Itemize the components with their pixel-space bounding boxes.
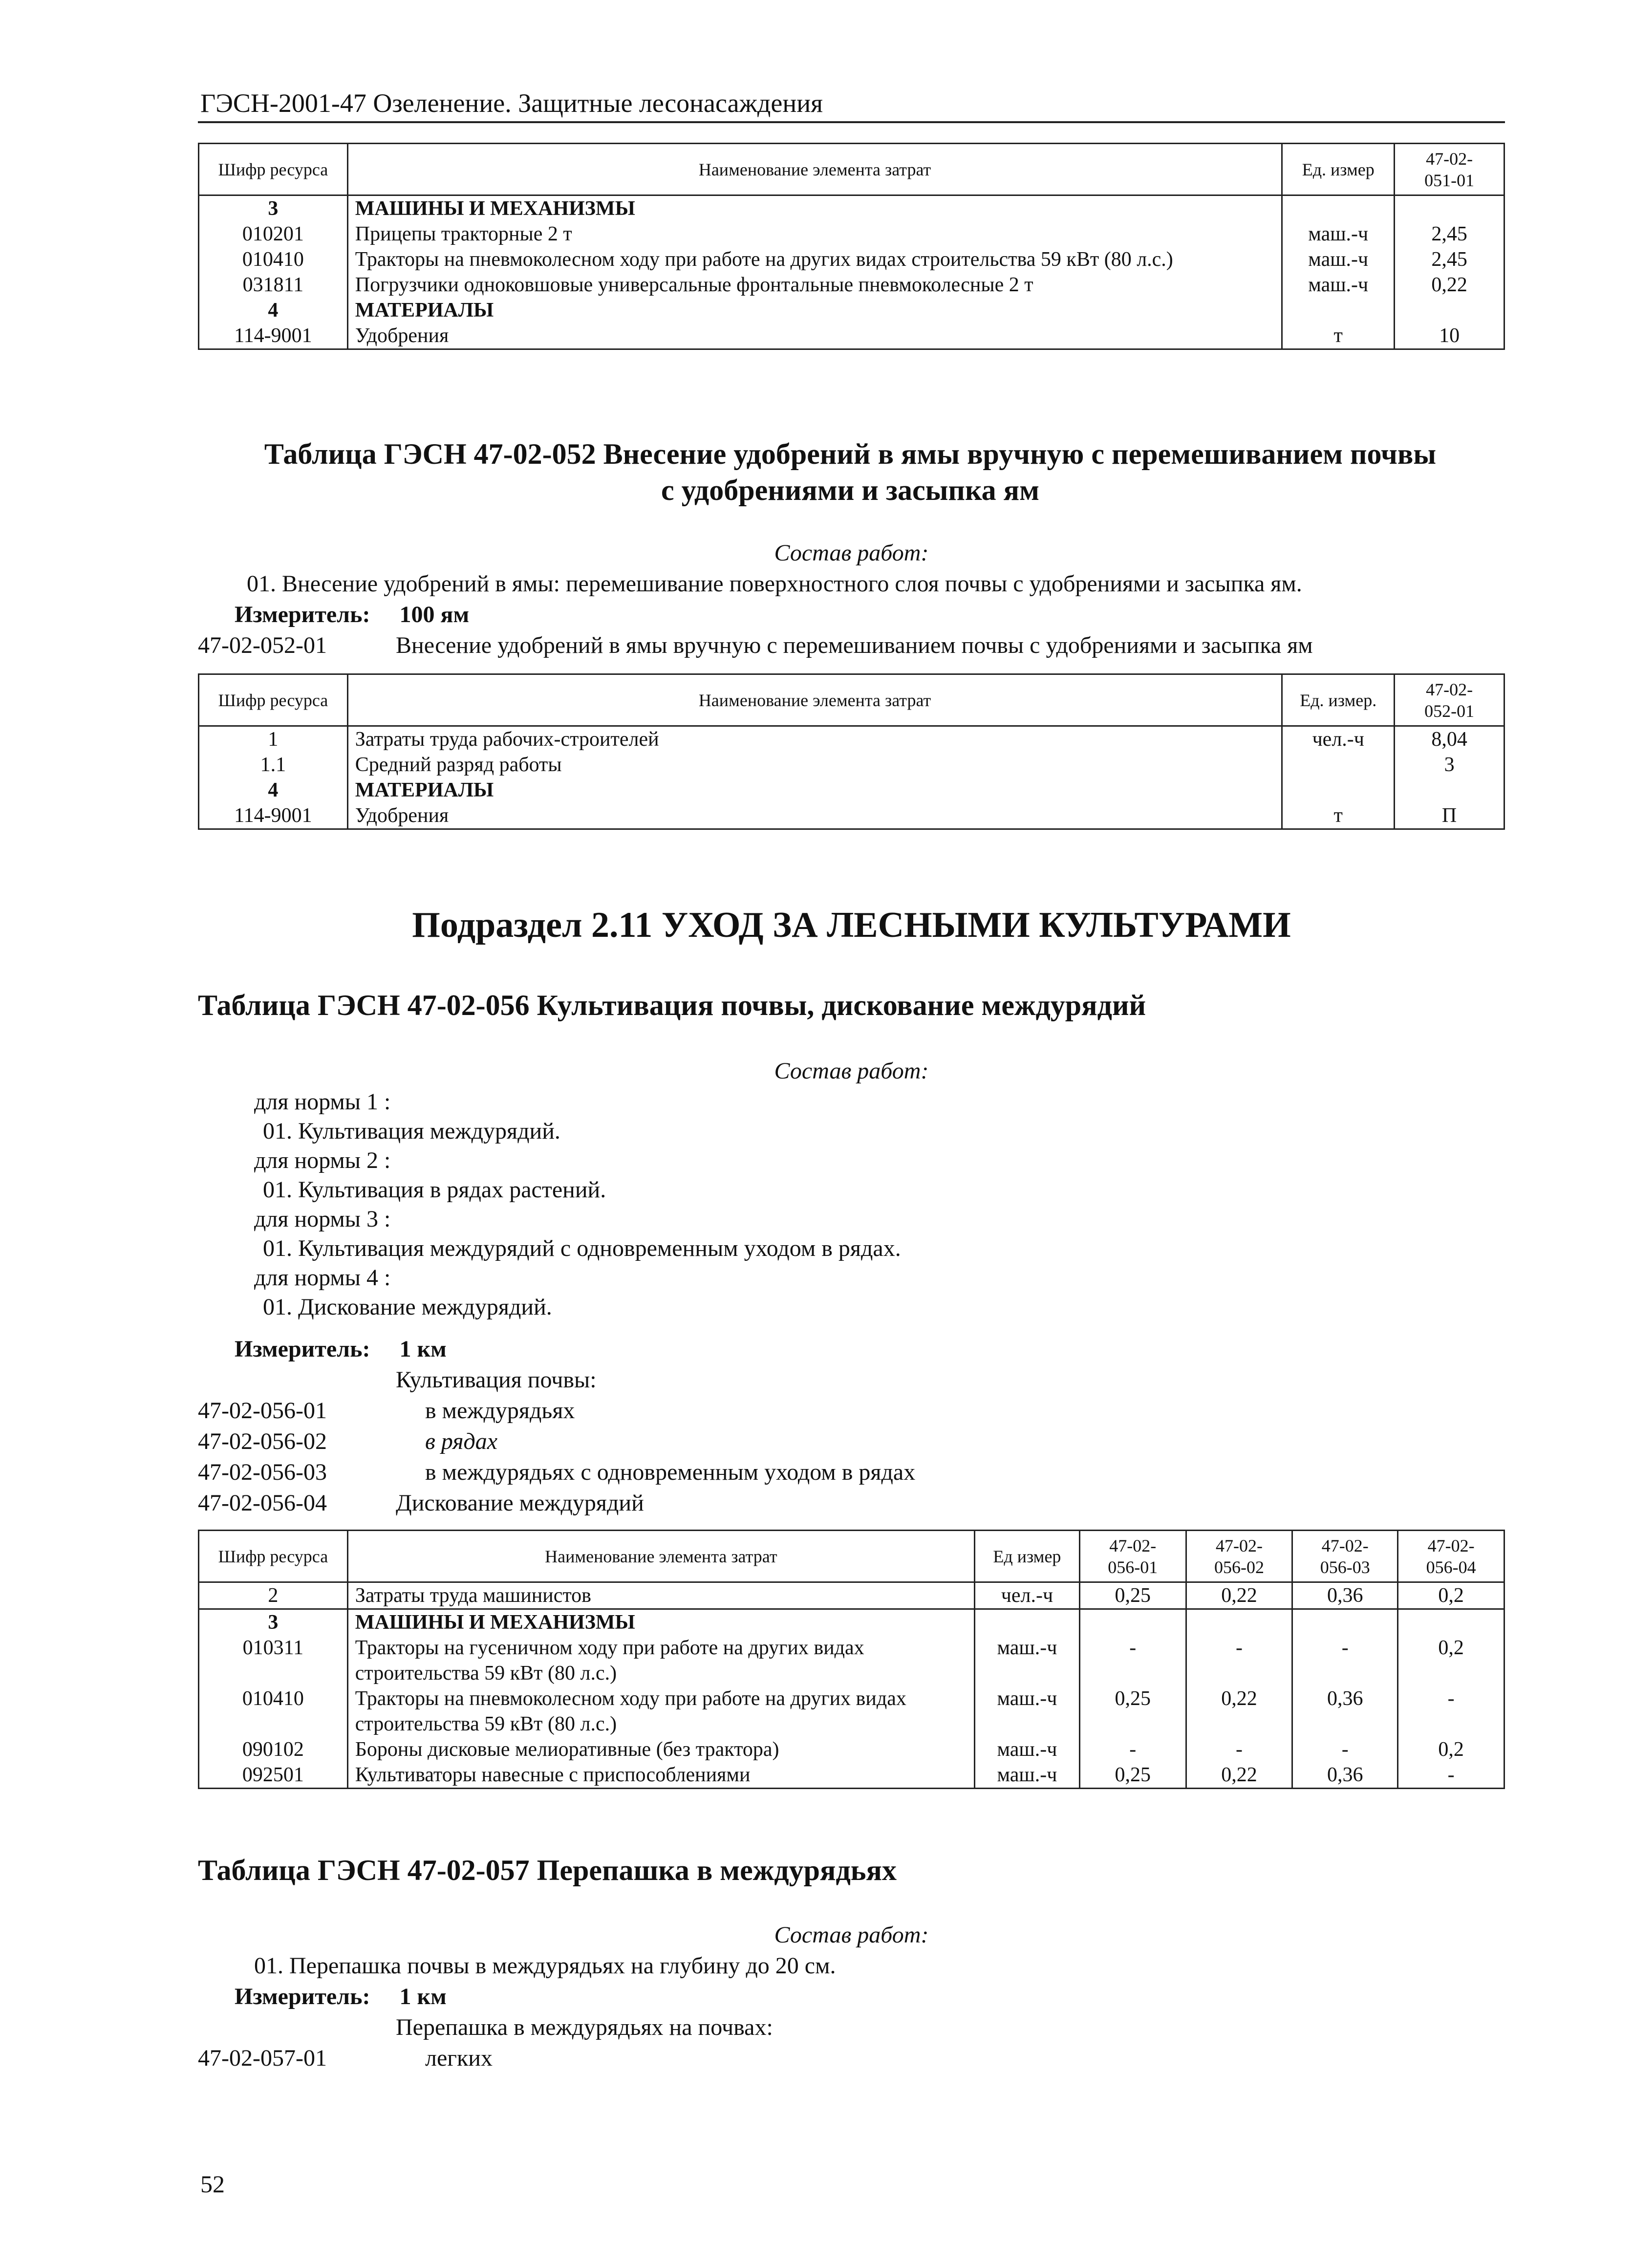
table-title-47-02-056: Таблица ГЭСН 47-02-056 Культивация почвы, дискование междурядий [198, 989, 1146, 1021]
running-head: ГЭСН-2001-47 Озеленение. Защитные лесонасаждения [200, 88, 823, 118]
section-row [199, 778, 1504, 803]
composition-label: Состав работ: [774, 1922, 929, 1948]
table-row [199, 803, 1504, 829]
cost-element-name: Погрузчики одноковшовые универсальные фронтальные пневмоколесные 2 т [347, 272, 1282, 298]
norm-value-3: - [1292, 1635, 1398, 1686]
cost-element-name: Тракторы на пневмоколесном ходу при работе на других видах строительства 59 кВт (80 л.с.) [347, 1686, 974, 1737]
cost-element-name: МАТЕРИАЛЫ [347, 298, 1282, 323]
cost-element-name: Затраты труда рабочих-строителей [347, 726, 1282, 753]
resource-code: 010410 [199, 247, 348, 272]
norm-value-1: - [1079, 1737, 1186, 1762]
norm-code-header: 47-02- 056-01 [1108, 1535, 1158, 1577]
norm-group-label: Перепашка в междурядьях на почвах: [396, 2014, 773, 2040]
unit-of-measure [1282, 298, 1395, 323]
table-row [199, 272, 1504, 298]
col-header-name: Наименование элемента затрат [347, 1531, 974, 1582]
resource-code: 090102 [199, 1737, 348, 1762]
norm-code: 47-02-056-02 [198, 1428, 327, 1454]
cost-element-name: Тракторы на пневмоколесном ходу при работе на других видах строительства 59 кВт (80 л.с.) [347, 247, 1282, 272]
unit-of-measure [1282, 778, 1395, 803]
work-item: 01. Перепашка почвы в междурядьях на глубину до 20 см. [254, 1953, 836, 1979]
norm-value: 3 [1395, 752, 1504, 778]
resource-code: 114-9001 [199, 323, 348, 349]
unit-of-measure: маш.-ч [975, 1686, 1080, 1737]
resource-code: 114-9001 [199, 803, 348, 829]
resource-code: 031811 [199, 272, 348, 298]
col-header-code: Шифр ресурса [199, 144, 348, 195]
table-title-line-1: Таблица ГЭСН 47-02-052 Внесение удобрений в ямы вручную с перемешиванием почвы [264, 438, 1437, 470]
col-header-norm [1395, 144, 1504, 195]
norm-value-3: 0,36 [1292, 1686, 1398, 1737]
norm-name: легких [425, 2045, 493, 2071]
resource-code: 010410 [199, 1686, 348, 1737]
composition-label: Состав работ: [774, 1058, 929, 1084]
col-header-norm-1 [1079, 1531, 1186, 1582]
norm-value-3: 0,36 [1292, 1762, 1398, 1789]
norm-code: 47-02-056-03 [198, 1459, 327, 1485]
table-47-02-056 [198, 1530, 1505, 1789]
composition-line: 01. Культивация в рядах растений. [263, 1177, 606, 1203]
resource-code: 3 [199, 195, 348, 222]
norm-value: 2,45 [1395, 221, 1504, 247]
measure-label [235, 1982, 447, 2011]
unit-of-measure: маш.-ч [1282, 272, 1395, 298]
table-row [199, 1762, 1504, 1789]
norm-value-1: 0,25 [1079, 1686, 1186, 1737]
norm-value: П [1395, 803, 1504, 829]
norm-value-4: - [1398, 1686, 1504, 1737]
unit-of-measure [975, 1609, 1080, 1636]
table-row [199, 323, 1504, 349]
norm-value-1 [1079, 1609, 1186, 1636]
table-row [199, 1737, 1504, 1762]
cost-element-name: Затраты труда машинистов [347, 1582, 974, 1609]
norm-group-label: Культивация почвы: [396, 1367, 597, 1393]
resource-code: 010311 [199, 1635, 348, 1686]
cost-element-name: МАШИНЫ И МЕХАНИЗМЫ [347, 1609, 974, 1636]
composition-lines [254, 1087, 901, 1322]
measure-label [235, 1335, 447, 1364]
unit-of-measure: маш.-ч [975, 1737, 1080, 1762]
section-row [199, 298, 1504, 323]
norm-value [1395, 195, 1504, 222]
measure-value: 1 км [399, 1984, 447, 2009]
resource-code: 2 [199, 1582, 348, 1609]
unit-of-measure: маш.-ч [975, 1635, 1080, 1686]
col-header-norm-4 [1398, 1531, 1504, 1582]
cost-element-name: Удобрения [347, 323, 1282, 349]
unit-of-measure [1282, 752, 1395, 778]
resource-code: 010201 [199, 221, 348, 247]
norm-value: 2,45 [1395, 247, 1504, 272]
cost-element-name: МАТЕРИАЛЫ [347, 778, 1282, 803]
norm-code: 47-02-057-01 [198, 2045, 327, 2071]
composition-label: Состав работ: [774, 540, 929, 566]
norm-code-header: 47-02- 056-03 [1320, 1535, 1370, 1577]
composition-line: 01. Культивация междурядий. [263, 1118, 560, 1144]
composition-line: 01. Культивация междурядий с одновременным уходом в рядах. [263, 1235, 901, 1261]
unit-of-measure: маш.-ч [1282, 247, 1395, 272]
norm-code: 47-02-052-01 [198, 632, 327, 658]
norm-value [1395, 778, 1504, 803]
norm-name: Внесение удобрений в ямы вручную с перемешиванием почвы с удобрениями и засыпка ям [396, 632, 1313, 658]
unit-of-measure: т [1282, 323, 1395, 349]
measure-label-text: Измеритель: [235, 602, 370, 627]
norm-code-header: 47-02- 052-01 [1424, 679, 1475, 721]
col-header-name: Наименование элемента затрат [347, 144, 1282, 195]
norm-code-header: 47-02- 056-02 [1214, 1535, 1265, 1577]
norm-value-2 [1186, 1609, 1292, 1636]
norm-value-4 [1398, 1609, 1504, 1636]
col-header-norm-3 [1292, 1531, 1398, 1582]
norm-value-2: - [1186, 1737, 1292, 1762]
table-row [199, 1635, 1504, 1686]
resource-code: 1 [199, 726, 348, 753]
composition-line: для нормы 2 : [254, 1147, 391, 1173]
cost-element-name: Средний разряд работы [347, 752, 1282, 778]
col-header-code: Шифр ресурса [199, 1531, 348, 1582]
subsection-title: Подраздел 2.11 УХОД ЗА ЛЕСНЫМИ КУЛЬТУРАМИ [412, 905, 1291, 945]
norm-name: Дискование междурядий [396, 1490, 644, 1516]
cost-element-name: МАШИНЫ И МЕХАНИЗМЫ [347, 195, 1282, 222]
composition-line: для нормы 1 : [254, 1089, 391, 1115]
measure-label [235, 600, 469, 629]
table-title-47-02-052 [186, 436, 1515, 508]
cost-element-name: Удобрения [347, 803, 1282, 829]
norm-code: 47-02-056-01 [198, 1398, 327, 1424]
table-row [199, 752, 1504, 778]
measure-value: 1 км [399, 1336, 447, 1362]
col-header-unit: Ед. измер. [1282, 674, 1395, 726]
norm-value-4: 0,2 [1398, 1582, 1504, 1609]
norm-code: 47-02-056-04 [198, 1490, 327, 1516]
norm-value: 10 [1395, 323, 1504, 349]
norm-value-4: 0,2 [1398, 1737, 1504, 1762]
cost-element-name: Культиваторы навесные с приспособлениями [347, 1762, 974, 1789]
measure-label-text: Измеритель: [235, 1984, 370, 2009]
norm-name: в междурядьях [425, 1398, 575, 1424]
unit-of-measure: чел.-ч [975, 1582, 1080, 1609]
norm-value: 0,22 [1395, 272, 1504, 298]
norm-value-3 [1292, 1609, 1398, 1636]
col-header-code: Шифр ресурса [199, 674, 348, 726]
cost-element-name: Прицепы тракторные 2 т [347, 221, 1282, 247]
unit-of-measure: маш.-ч [975, 1762, 1080, 1789]
norm-value-3: - [1292, 1737, 1398, 1762]
norm-name: в рядах [425, 1428, 498, 1454]
table-47-02-051 [198, 143, 1505, 350]
norm-value-4: 0,2 [1398, 1635, 1504, 1686]
work-item: 01. Внесение удобрений в ямы: перемешивание поверхностного слоя почвы с удобрениями и засыпка ям. [247, 571, 1302, 597]
composition-line: 01. Дискование междурядий. [263, 1294, 552, 1320]
section-row [199, 1609, 1504, 1636]
table-row [199, 247, 1504, 272]
header-rule [198, 121, 1505, 123]
composition-line: для нормы 4 : [254, 1265, 391, 1291]
norm-value-2: 0,22 [1186, 1686, 1292, 1737]
norm-code-header: 47-02- 051-01 [1424, 149, 1475, 190]
table-title-line-2: с удобрениями и засыпка ям [661, 474, 1039, 506]
norm-value-3: 0,36 [1292, 1582, 1398, 1609]
composition-line: для нормы 3 : [254, 1206, 391, 1232]
col-header-unit: Ед измер [975, 1531, 1080, 1582]
norm-value-1: 0,25 [1079, 1582, 1186, 1609]
norm-value-4: - [1398, 1762, 1504, 1789]
table-row [199, 726, 1504, 753]
norm-value-2: 0,22 [1186, 1582, 1292, 1609]
norm-code-header: 47-02- 056-04 [1426, 1535, 1476, 1577]
col-header-norm [1395, 674, 1504, 726]
measure-value: 100 ям [399, 602, 470, 627]
table-row [199, 1686, 1504, 1737]
measure-label-text: Измеритель: [235, 1336, 370, 1362]
norm-value-2: - [1186, 1635, 1292, 1686]
table-row [199, 1582, 1504, 1609]
unit-of-measure: чел.-ч [1282, 726, 1395, 753]
resource-code: 3 [199, 1609, 348, 1636]
col-header-name: Наименование элемента затрат [347, 674, 1282, 726]
norm-value: 8,04 [1395, 726, 1504, 753]
col-header-norm-2 [1186, 1531, 1292, 1582]
col-header-unit: Ед. измер [1282, 144, 1395, 195]
section-row [199, 195, 1504, 222]
resource-code: 4 [199, 778, 348, 803]
cost-element-name: Бороны дисковые мелиоративные (без трактора) [347, 1737, 974, 1762]
resource-code: 092501 [199, 1762, 348, 1789]
resource-code: 4 [199, 298, 348, 323]
cost-element-name: Тракторы на гусеничном ходу при работе на других видах строительства 59 кВт (80 л.с.) [347, 1635, 974, 1686]
norm-value-2: 0,22 [1186, 1762, 1292, 1789]
unit-of-measure [1282, 195, 1395, 222]
norm-value-1: - [1079, 1635, 1186, 1686]
resource-code: 1.1 [199, 752, 348, 778]
table-title-47-02-057: Таблица ГЭСН 47-02-057 Перепашка в междурядьях [198, 1854, 897, 1886]
norm-value [1395, 298, 1504, 323]
unit-of-measure: т [1282, 803, 1395, 829]
table-47-02-052 [198, 673, 1505, 830]
norm-name: в междурядьях с одновременным уходом в рядах [425, 1459, 916, 1485]
unit-of-measure: маш.-ч [1282, 221, 1395, 247]
norm-value-1: 0,25 [1079, 1762, 1186, 1789]
table-row [199, 221, 1504, 247]
page-number: 52 [200, 2170, 225, 2198]
